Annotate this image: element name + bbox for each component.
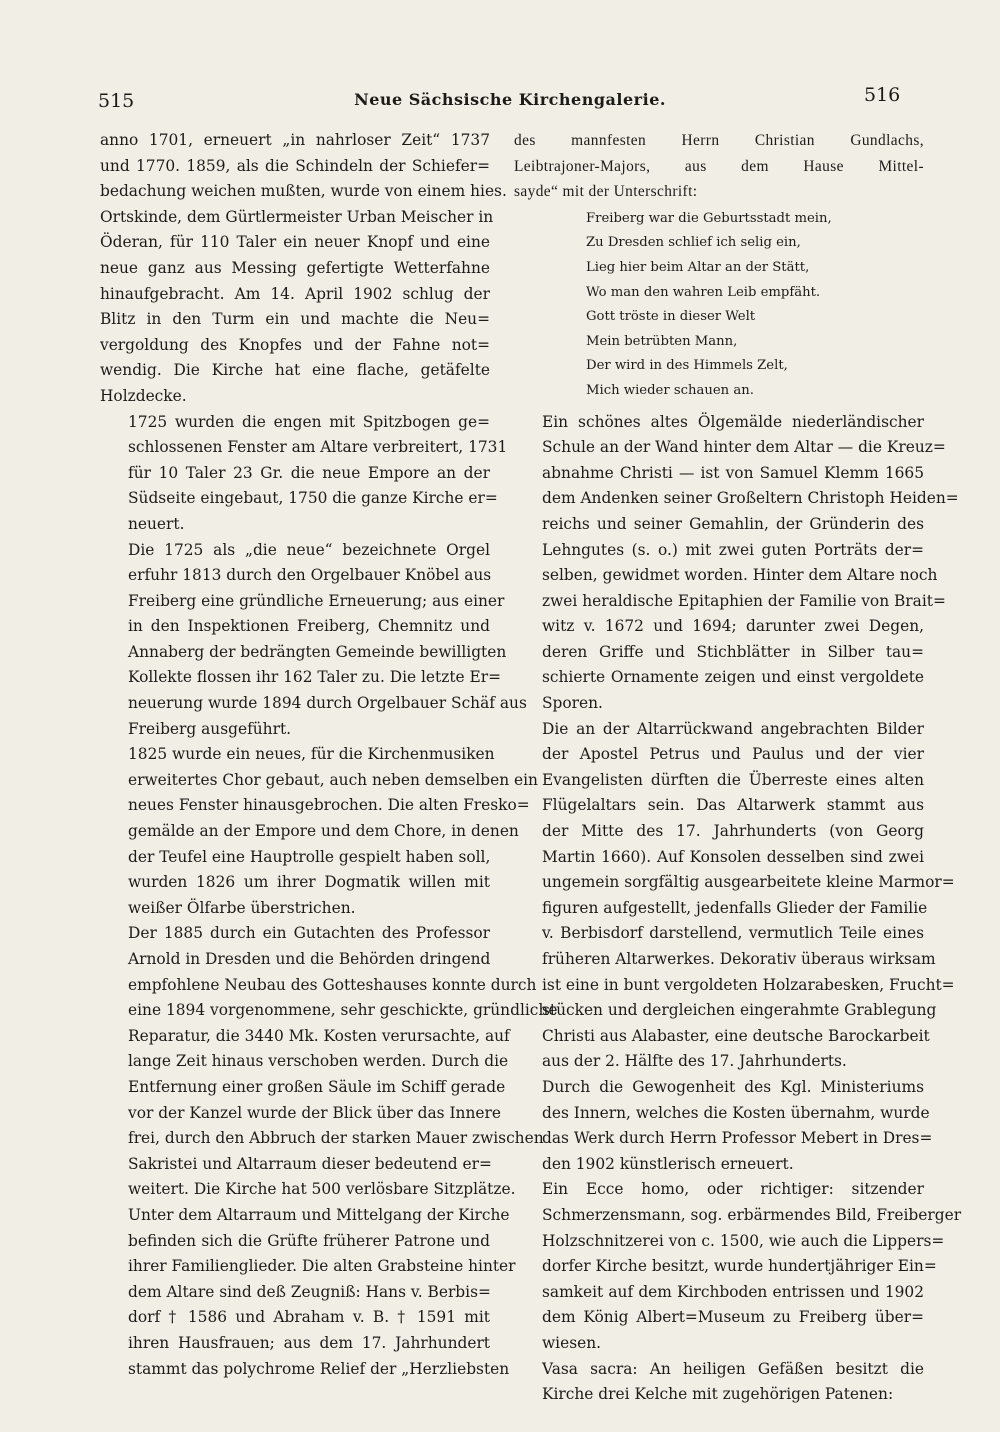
- right-column-paragraphs: [514, 410, 962, 1408]
- text-line: zwei heraldische Epitaphien der Familie von Brait=: [542, 591, 946, 610]
- paragraph: [100, 410, 508, 538]
- page-header: [0, 84, 1000, 124]
- text-line: dem Andenken seiner Großeltern Christoph Heiden=: [542, 489, 959, 508]
- text-line: Kollekte flossen ihr 162 Taler zu. Die letzte Er=: [128, 668, 501, 687]
- text-line: dorfer Kirche besitzt, wurde hundertjähriger Ein=: [542, 1257, 937, 1276]
- text-line: 1825 wurde ein neues, für die Kirchenmusiken: [128, 745, 495, 764]
- text-line: Freiberg eine gründliche Erneuerung; aus einer: [128, 591, 505, 610]
- text-line: Annaberg der bedrängten Gemeinde bewilligten: [128, 642, 507, 661]
- text-line: vergoldung des Knopfes und der Fahne not=: [100, 335, 490, 354]
- text-line: ungemein sorgfältig ausgearbeitete kleine Marmor=: [542, 873, 955, 892]
- text-line: für 10 Taler 23 Gr. die neue Empore an der: [128, 463, 490, 482]
- text-line: sayde“ mit der Unterschrift:: [514, 183, 698, 201]
- page-number-left: 515: [98, 90, 135, 112]
- text-line: bedachung weichen mußten, wurde von einem hies.: [100, 182, 507, 201]
- text-line: Sakristei und Altarraum dieser bedeutend er=: [128, 1154, 492, 1173]
- poem-line: Zu Dresden schlief ich selig ein,: [586, 235, 801, 251]
- text-line: figuren aufgestellt, jedenfalls Glieder der Familie: [542, 898, 928, 917]
- text-line: gemälde an der Empore und dem Chore, in denen: [128, 822, 519, 841]
- poem-line: Gott tröste in dieser Welt: [586, 309, 756, 325]
- poem-line: Mein betrübten Mann,: [586, 333, 738, 349]
- text-line: dem König Albert=Museum zu Freiberg über=: [542, 1308, 924, 1327]
- text-line: und 1770. 1859, als die Schindeln der Schiefer=: [100, 156, 490, 175]
- text-line: der Apostel Petrus und Paulus und der vier: [542, 745, 924, 764]
- text-line: stücken und dergleichen eingerahmte Grablegung: [542, 1001, 937, 1020]
- text-line: 1725 wurden die engen mit Spitzbogen ge=: [128, 412, 490, 431]
- text-line: Ortskinde, dem Gürtlermeister Urban Meischer in: [100, 207, 494, 226]
- text-line: Reparatur, die 3440 Mk. Kosten verursachte, auf: [128, 1026, 510, 1045]
- text-line: vor der Kanzel wurde der Blick über das Innere: [128, 1103, 501, 1122]
- text-line: Holzschnitzerei von c. 1500, wie auch die Lippers=: [542, 1231, 945, 1250]
- text-line: Leibtrajoner-Majors, aus dem Hause Mittel-: [514, 157, 924, 175]
- text-line: der Teufel eine Hauptrolle gespielt haben soll,: [128, 847, 491, 866]
- text-line: Die 1725 als „die neue“ bezeichnete Orgel: [128, 540, 490, 559]
- poem-line: Mich wieder schauen an.: [586, 382, 754, 398]
- poem-line: Wo man den wahren Leib empfäht.: [586, 284, 821, 300]
- text-line: Südseite eingebaut, 1750 die ganze Kirche er=: [128, 489, 498, 508]
- text-line: wurden 1826 um ihrer Dogmatik willen mit: [128, 873, 490, 892]
- text-line: Kirche drei Kelche mit zugehörigen Patenen:: [542, 1385, 894, 1404]
- text-line: witz v. 1672 und 1694; darunter zwei Degen,: [542, 617, 924, 636]
- text-line: wendig. Die Kirche hat eine flache, getäfelte: [100, 361, 490, 380]
- text-line: weitert. Die Kirche hat 500 verlösbare Sitzplätze.: [128, 1180, 516, 1199]
- text-line: Blitz in den Turm ein und machte die Neu=: [100, 310, 490, 329]
- text-line: empfohlene Neubau des Gotteshauses konnte durch: [128, 975, 537, 994]
- text-line: Der 1885 durch ein Gutachten des Professor: [128, 924, 490, 943]
- text-line: ihrer Familienglieder. Die alten Grabsteine hinter: [128, 1257, 516, 1276]
- text-line: in den Inspektionen Freiberg, Chemnitz und: [128, 617, 490, 636]
- text-line: früheren Altarwerkes. Dekorativ überaus wirksam: [542, 950, 936, 968]
- text-line: schlossenen Fenster am Altare verbreitert, 1731: [128, 438, 508, 457]
- running-title: Neue Sächsische Kirchengalerie.: [354, 90, 666, 109]
- text-line: Ein Ecce homo, oder richtiger: sitzender: [542, 1180, 924, 1199]
- text-line: weißer Ölfarbe überstrichen.: [128, 898, 356, 917]
- paragraph: [514, 1357, 924, 1408]
- poem-line: Lieg hier beim Altar an der Stätt,: [586, 259, 810, 275]
- text-line: Schule an der Wand hinter dem Altar — die Kreuz=: [542, 438, 946, 457]
- text-line: Arnold in Dresden und die Behörden dringend: [128, 950, 491, 968]
- paragraph: [100, 128, 507, 410]
- text-line: lange Zeit hinaus verschoben werden. Durch die: [128, 1052, 509, 1071]
- text-line: Vasa sacra: An heiligen Gefäßen besitzt die: [542, 1359, 924, 1378]
- text-line: Unter dem Altarraum und Mittelgang der Kirche: [128, 1205, 510, 1224]
- text-line: samkeit auf dem Kirchboden entrissen und 1902: [542, 1282, 924, 1301]
- text-line: Die an der Altarrückwand angebrachten Bilder: [542, 719, 924, 738]
- text-line: neuert.: [128, 514, 185, 533]
- text-line: Martin 1660). Auf Konsolen desselben sind zwei: [542, 847, 924, 866]
- epitaph-poem: [514, 207, 924, 404]
- text-line: eine 1894 vorgenommene, sehr geschickte, gründliche: [128, 1001, 558, 1020]
- text-line: Entfernung einer großen Säule im Schiff gerade: [128, 1077, 506, 1096]
- text-line: stammt das polychrome Relief der „Herzliebsten: [128, 1359, 510, 1378]
- text-line: Sporen.: [542, 694, 603, 713]
- text-line: Flügelaltars sein. Das Altarwerk stammt aus: [542, 796, 924, 815]
- text-line: neues Fenster hinausgebrochen. Die alten Fresko=: [128, 796, 530, 815]
- right-column: [514, 128, 962, 1408]
- text-line: Durch die Gewogenheit des Kgl. Ministeriums: [542, 1077, 924, 1096]
- poem-line: Der wird in des Himmels Zelt,: [586, 358, 788, 374]
- text-line: des mannfesten Herrn Christian Gundlachs,: [514, 132, 924, 149]
- text-line: aus der 2. Hälfte des 17. Jahrhunderts.: [542, 1052, 847, 1071]
- text-line: abnahme Christi — ist von Samuel Klemm 1665: [542, 463, 924, 482]
- text-line: dorf † 1586 und Abraham v. B. † 1591 mit: [128, 1308, 490, 1327]
- paragraph-intro: [514, 128, 924, 205]
- text-line: reichs und seiner Gemahlin, der Gründerin des: [542, 514, 924, 533]
- text-line: erweitertes Chor gebaut, auch neben demselben ein: [128, 770, 538, 789]
- text-line: Evangelisten dürften die Überreste eines alten: [542, 770, 924, 789]
- text-line: Öderan, für 110 Taler ein neuer Knopf und eine: [100, 233, 490, 252]
- paragraph: [100, 742, 538, 921]
- text-line: Schmerzensmann, sog. erbärmendes Bild, Freiberger: [542, 1205, 962, 1224]
- text-line: schierte Ornamente zeigen und einst vergoldete: [542, 668, 924, 687]
- text-line: v. Berbisdorf darstellend, vermutlich Teile eines: [542, 924, 924, 943]
- text-line: das Werk durch Herrn Professor Mebert in Dres=: [542, 1129, 933, 1148]
- text-line: Holzdecke.: [100, 386, 187, 405]
- text-line: neuerung wurde 1894 durch Orgelbauer Schäf aus: [128, 694, 527, 713]
- text-line: selben, gewidmet worden. Hinter dem Altare noch: [542, 566, 938, 585]
- paragraph: [514, 1075, 933, 1177]
- text-line: ist eine in bunt vergoldeten Holzarabesken, Frucht=: [542, 975, 955, 994]
- left-column: [100, 128, 558, 1382]
- text-line: dem Altare sind deß Zeugniß: Hans v. Berbis=: [128, 1282, 491, 1301]
- text-line: anno 1701, erneuert „in nahrloser Zeit“ 1737: [100, 131, 490, 149]
- paragraph: [514, 717, 955, 1075]
- text-line: befinden sich die Grüfte früherer Patrone und: [128, 1231, 490, 1250]
- text-line: Christi aus Alabaster, eine deutsche Barockarbeit: [542, 1026, 930, 1045]
- text-line: deren Griffe und Stichblätter in Silber tau=: [542, 642, 924, 661]
- paragraph: [514, 1177, 962, 1356]
- text-line: Ein schönes altes Ölgemälde niederländischer: [542, 412, 924, 431]
- poem-line: Freiberg war die Geburtsstadt mein,: [586, 210, 832, 226]
- text-line: der Mitte des 17. Jahrhunderts (von Georg: [542, 822, 924, 841]
- text-line: den 1902 künstlerisch erneuert.: [542, 1154, 794, 1173]
- text-line: ihren Hausfrauen; aus dem 17. Jahrhundert: [128, 1333, 490, 1352]
- text-line: Lehngutes (s. o.) mit zwei guten Porträts der=: [542, 540, 924, 559]
- paragraph: [100, 921, 558, 1382]
- paragraph: [100, 538, 527, 743]
- text-line: wiesen.: [542, 1333, 602, 1352]
- text-line: hinaufgebracht. Am 14. April 1902 schlug der: [100, 284, 490, 303]
- text-line: neue ganz aus Messing gefertigte Wetterfahne: [100, 258, 490, 277]
- text-line: des Innern, welches die Kosten übernahm, wurde: [542, 1103, 930, 1122]
- text-line: Freiberg ausgeführt.: [128, 719, 292, 738]
- page-number-right: 516: [864, 84, 901, 106]
- paragraph: [514, 410, 959, 717]
- text-line: frei, durch den Abbruch der starken Mauer zwischen: [128, 1129, 544, 1148]
- text-line: erfuhr 1813 durch den Orgelbauer Knöbel aus: [128, 566, 492, 585]
